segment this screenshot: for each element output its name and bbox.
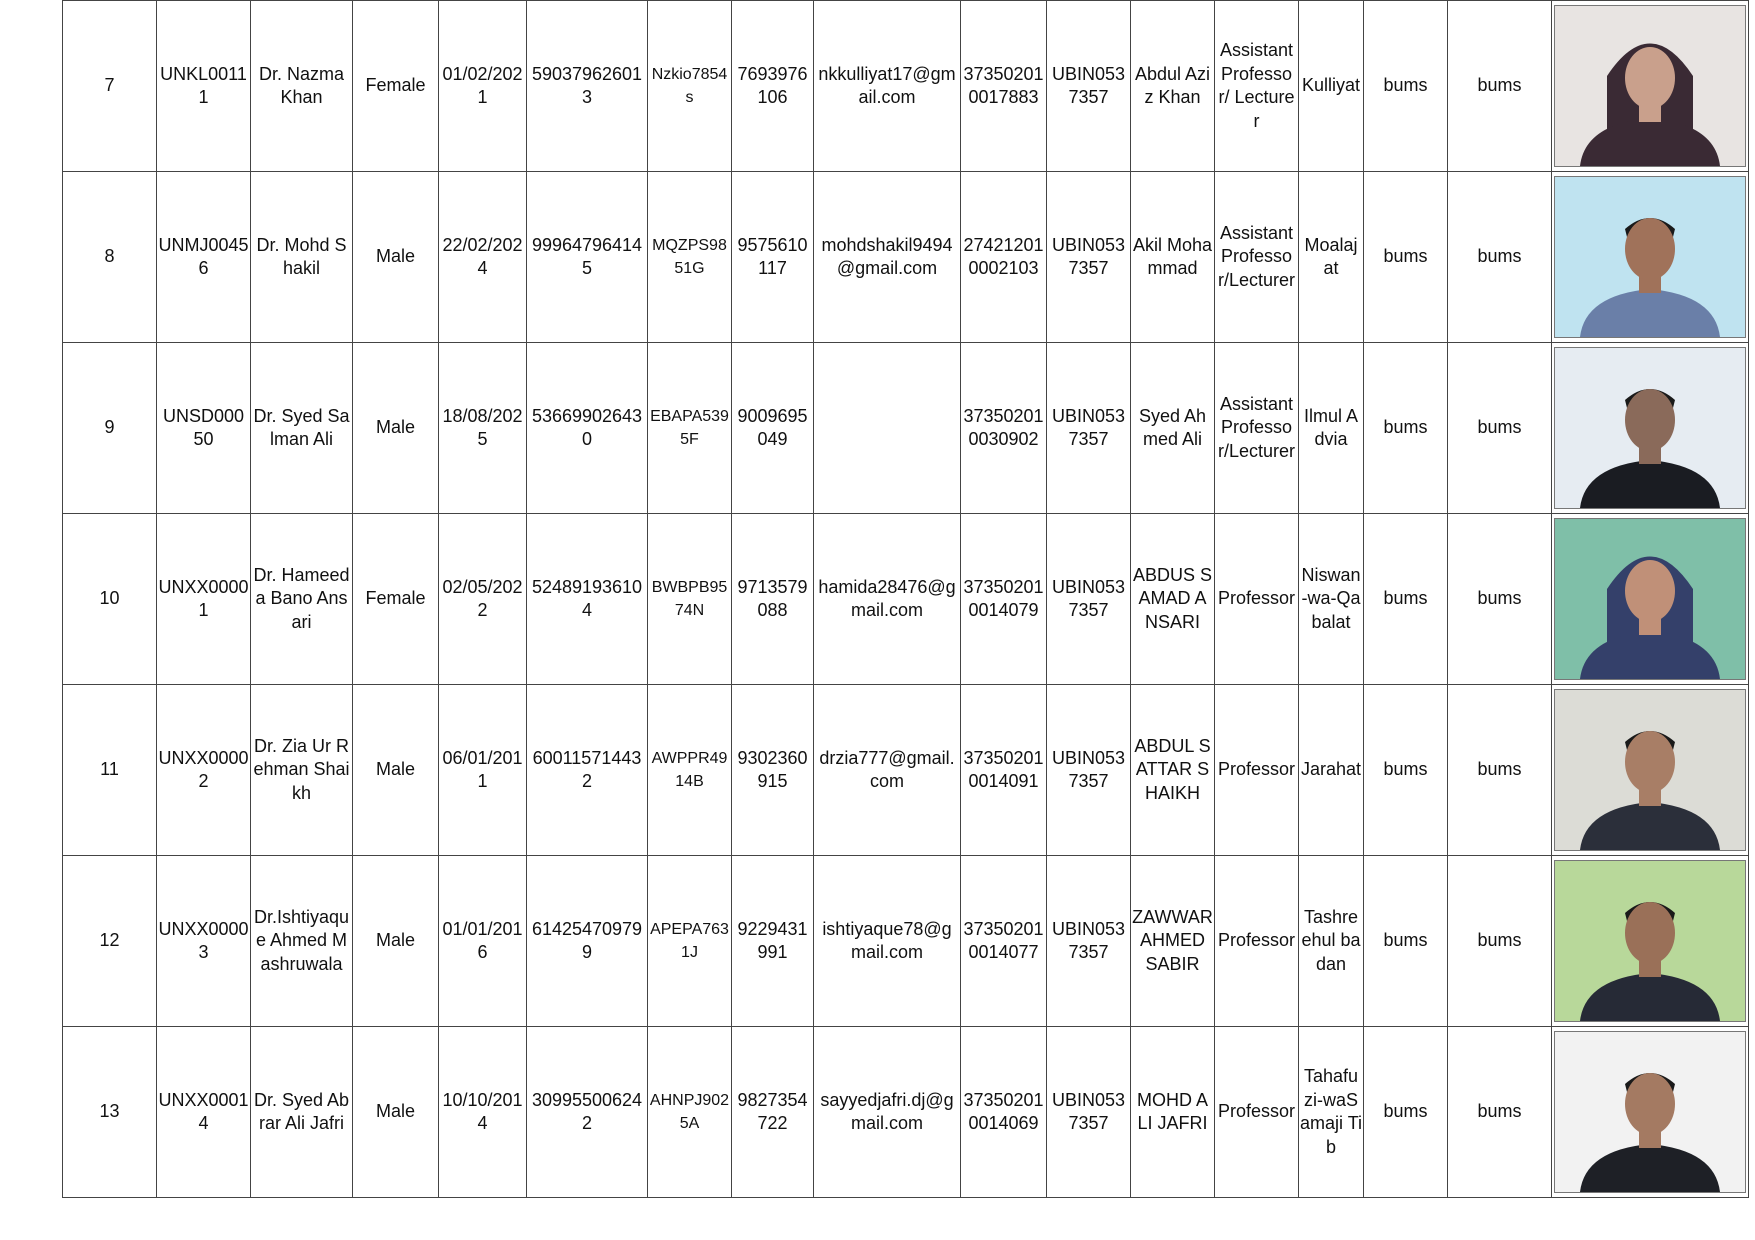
course-cell [1364, 172, 1448, 343]
mobile-number-text: 9302360915 [737, 747, 808, 791]
ifsc-code-text: UBIN0537357 [1051, 1089, 1126, 1133]
photo-cell [1552, 856, 1749, 1027]
course-text: bums [1383, 417, 1428, 438]
mobile-number-text: 9229431991 [737, 918, 808, 962]
joining-date-cell [439, 514, 527, 685]
person-silhouette-icon [1555, 1032, 1745, 1192]
pan-number-cell [648, 856, 732, 1027]
course-text-2: bums [1477, 246, 1522, 267]
course-text-2: bums [1477, 417, 1522, 438]
pan-number-cell [648, 1027, 732, 1198]
table-row [63, 172, 1749, 343]
mobile-number-cell [732, 1, 814, 172]
joining-date-text: 18/08/2025 [442, 405, 523, 449]
father-name-text: Akil Mohammad [1132, 234, 1213, 278]
aadhaar-number-text: 999647964145 [531, 234, 643, 278]
serial-number-text: 10 [99, 588, 120, 609]
father-name-cell [1131, 343, 1215, 514]
department-cell [1299, 856, 1364, 1027]
employee-id-text: UNXX00002 [158, 747, 249, 791]
department-text: Ilmul Advia [1303, 405, 1359, 449]
name-cell [251, 1, 353, 172]
aadhaar-number-cell [527, 1027, 648, 1198]
joining-date-cell [439, 685, 527, 856]
pan-number-text: APEPA7631J [650, 920, 729, 961]
pan-number-cell [648, 685, 732, 856]
account-number-text: 373502010014077 [963, 918, 1044, 962]
aadhaar-number-text: 524891936104 [531, 576, 643, 620]
email-cell [814, 856, 961, 1027]
employee-id-cell [157, 1, 251, 172]
employee-id-text: UNKL00111 [160, 63, 247, 107]
department-text: Tahafuzi-waSamaji Tib [1300, 1066, 1363, 1157]
ifsc-code-cell [1047, 1027, 1131, 1198]
designation-cell [1215, 856, 1299, 1027]
gender-cell [353, 343, 439, 514]
mobile-number-text: 9713579088 [737, 576, 808, 620]
pan-number-text: AHNPJ9025A [649, 1091, 730, 1132]
table-row [63, 514, 1749, 685]
joining-date-text: 02/05/2022 [442, 576, 523, 620]
name-text: Dr. Zia Ur Rehman Shaikh [253, 735, 350, 803]
ifsc-code-text: UBIN0537357 [1051, 747, 1126, 791]
photo-cell [1552, 514, 1749, 685]
father-name-text: ABDUL SATTAR SHAIKH [1134, 735, 1211, 803]
account-number-cell [961, 514, 1047, 685]
designation-cell [1215, 1, 1299, 172]
course-text: bums [1383, 588, 1428, 609]
email-cell [814, 343, 961, 514]
portrait-photo [1554, 176, 1746, 338]
name-text: Dr. Syed Abrar Ali Jafri [253, 1089, 350, 1133]
designation-cell [1215, 343, 1299, 514]
table-row [63, 1, 1749, 172]
ifsc-code-cell [1047, 343, 1131, 514]
aadhaar-number-text: 600115714432 [532, 747, 642, 791]
portrait-photo [1554, 5, 1746, 167]
department-cell [1299, 172, 1364, 343]
gender-text: Male [375, 246, 415, 267]
department-cell [1299, 1, 1364, 172]
employee-id-text: UNSD00050 [162, 405, 245, 449]
designation-text: Professor [1217, 1101, 1296, 1122]
employee-id-text: UNXX00001 [158, 576, 249, 620]
course-cell-2 [1448, 1027, 1552, 1198]
designation-cell [1215, 685, 1299, 856]
gender-text: Male [375, 1101, 415, 1122]
person-silhouette-icon [1555, 348, 1745, 508]
portrait-photo [1554, 1031, 1746, 1193]
course-cell-2 [1448, 1, 1552, 172]
joining-date-cell [439, 1027, 527, 1198]
father-name-cell [1131, 172, 1215, 343]
name-text: Dr. Mohd Shakil [256, 234, 347, 278]
father-name-text: Syed Ahmed Ali [1138, 405, 1207, 449]
gender-cell [353, 1, 439, 172]
name-cell [251, 856, 353, 1027]
table-row [63, 343, 1749, 514]
serial-number-cell [63, 172, 157, 343]
course-cell-2 [1448, 685, 1552, 856]
father-name-cell [1131, 1027, 1215, 1198]
joining-date-text: 10/10/2014 [442, 1089, 523, 1133]
name-cell [251, 514, 353, 685]
course-text-2: bums [1477, 1101, 1522, 1122]
account-number-text: 373502010014069 [963, 1089, 1044, 1133]
joining-date-cell [439, 856, 527, 1027]
mobile-number-cell [732, 514, 814, 685]
serial-number-text: 7 [104, 75, 115, 96]
joining-date-cell [439, 1, 527, 172]
department-cell [1299, 514, 1364, 685]
person-silhouette-icon [1555, 177, 1745, 337]
account-number-text: 373502010014091 [963, 747, 1044, 791]
email-cell [814, 514, 961, 685]
course-text-2: bums [1477, 930, 1522, 951]
portrait-photo [1554, 518, 1746, 680]
gender-text: Female [365, 75, 426, 96]
father-name-text: ABDUS SAMAD ANSARI [1132, 564, 1213, 632]
joining-date-text: 06/01/2011 [442, 747, 523, 791]
account-number-text: 373502010014079 [963, 576, 1044, 620]
mobile-number-cell [732, 856, 814, 1027]
table-row [63, 1027, 1749, 1198]
department-text: Tashreehul badan [1301, 906, 1361, 974]
photo-cell [1552, 343, 1749, 514]
employee-id-text: UNXX00003 [158, 918, 249, 962]
name-text: Dr.Ishtiyaque Ahmed Mashruwala [253, 906, 350, 974]
course-text-2: bums [1477, 75, 1522, 96]
father-name-text: Abdul Aziz Khan [1134, 63, 1211, 107]
serial-number-cell [63, 343, 157, 514]
account-number-text: 274212010002103 [963, 234, 1044, 278]
name-cell [251, 343, 353, 514]
serial-number-text: 9 [104, 417, 115, 438]
department-text: Moalajat [1304, 234, 1358, 278]
name-cell [251, 685, 353, 856]
aadhaar-number-text: 309955006242 [531, 1089, 643, 1133]
ifsc-code-cell [1047, 172, 1131, 343]
course-cell-2 [1448, 856, 1552, 1027]
pan-number-cell [648, 343, 732, 514]
serial-number-cell [63, 1027, 157, 1198]
pan-number-cell [648, 172, 732, 343]
mobile-number-text: 7693976106 [737, 63, 808, 107]
designation-cell [1215, 1027, 1299, 1198]
name-text: Dr. Syed Salman Ali [253, 405, 350, 449]
designation-text: Professor [1217, 930, 1296, 951]
photo-cell [1552, 1027, 1749, 1198]
email-text: nkkulliyat17@gmail.com [818, 63, 956, 107]
name-text: Dr. Hameeda Bano Ansari [253, 564, 350, 632]
ifsc-code-text: UBIN0537357 [1051, 405, 1126, 449]
serial-number-text: 13 [99, 1101, 120, 1122]
pan-number-text: EBAPA5395F [650, 407, 729, 448]
account-number-cell [961, 856, 1047, 1027]
photo-cell [1552, 685, 1749, 856]
father-name-cell [1131, 514, 1215, 685]
staff-table [62, 0, 1749, 1198]
gender-cell [353, 1027, 439, 1198]
employee-id-cell [157, 685, 251, 856]
department-text: Jarahat [1300, 759, 1362, 780]
person-silhouette-icon [1555, 690, 1745, 850]
designation-cell [1215, 514, 1299, 685]
course-text: bums [1383, 75, 1428, 96]
course-cell [1364, 343, 1448, 514]
serial-number-text: 8 [104, 246, 115, 267]
table-body [63, 1, 1749, 1198]
ifsc-code-text: UBIN0537357 [1051, 918, 1126, 962]
person-silhouette-icon [1555, 861, 1745, 1021]
account-number-cell [961, 685, 1047, 856]
employee-id-cell [157, 172, 251, 343]
person-silhouette-icon [1555, 519, 1745, 679]
aadhaar-number-cell [527, 685, 648, 856]
course-cell [1364, 1, 1448, 172]
serial-number-cell [63, 685, 157, 856]
portrait-photo [1554, 860, 1746, 1022]
department-cell [1299, 685, 1364, 856]
course-text: bums [1383, 1101, 1428, 1122]
department-cell [1299, 343, 1364, 514]
ifsc-code-text: UBIN0537357 [1051, 234, 1126, 278]
designation-text: Professor [1217, 588, 1296, 609]
father-name-cell [1131, 1, 1215, 172]
account-number-cell [961, 1, 1047, 172]
joining-date-text: 01/02/2021 [442, 63, 523, 107]
pan-number-text: MQZPS9851G [652, 236, 727, 277]
gender-cell [353, 856, 439, 1027]
course-text-2: bums [1477, 588, 1522, 609]
account-number-text: 373502010017883 [963, 63, 1044, 107]
course-cell [1364, 856, 1448, 1027]
person-silhouette-icon [1555, 6, 1745, 166]
designation-text: Assistant Professor/ Lecturer [1218, 40, 1295, 131]
employee-id-cell [157, 343, 251, 514]
joining-date-cell [439, 343, 527, 514]
course-cell [1364, 1027, 1448, 1198]
course-cell [1364, 514, 1448, 685]
designation-text: Assistant Professor/Lecturer [1217, 393, 1296, 461]
photo-cell [1552, 1, 1749, 172]
joining-date-cell [439, 172, 527, 343]
gender-text: Male [375, 417, 415, 438]
employee-id-text: UNMJ00456 [158, 234, 249, 278]
ifsc-code-text: UBIN0537357 [1051, 63, 1126, 107]
father-name-text: ZAWWAR AHMED SABIR [1132, 906, 1213, 974]
course-cell-2 [1448, 172, 1552, 343]
course-text: bums [1383, 246, 1428, 267]
employee-id-cell [157, 514, 251, 685]
gender-cell [353, 685, 439, 856]
gender-text: Male [375, 930, 415, 951]
course-cell-2 [1448, 343, 1552, 514]
serial-number-text: 11 [100, 759, 119, 780]
course-text-2: bums [1477, 759, 1522, 780]
account-number-cell [961, 1027, 1047, 1198]
account-number-cell [961, 343, 1047, 514]
account-number-text: 373502010030902 [963, 405, 1044, 449]
email-text: sayyedjafri.dj@gmail.com [820, 1089, 954, 1133]
aadhaar-number-text: 536699026430 [531, 405, 643, 449]
mobile-number-cell [732, 343, 814, 514]
department-text: Niswan-wa-Qabalat [1301, 564, 1361, 632]
employee-id-text: UNXX00014 [158, 1089, 249, 1133]
email-text: ishtiyaque78@gmail.com [822, 918, 952, 962]
mobile-number-cell [732, 172, 814, 343]
course-cell [1364, 685, 1448, 856]
account-number-cell [961, 172, 1047, 343]
ifsc-code-cell [1047, 685, 1131, 856]
ifsc-code-cell [1047, 514, 1131, 685]
ifsc-code-cell [1047, 1, 1131, 172]
employee-id-cell [157, 856, 251, 1027]
email-text: drzia777@gmail.com [819, 747, 955, 791]
aadhaar-number-cell [527, 172, 648, 343]
designation-cell [1215, 172, 1299, 343]
serial-number-cell [63, 514, 157, 685]
aadhaar-number-cell [527, 856, 648, 1027]
serial-number-cell [63, 856, 157, 1027]
aadhaar-number-cell [527, 514, 648, 685]
email-cell [814, 1027, 961, 1198]
serial-number-text: 12 [99, 930, 120, 951]
pan-number-text: AWPPR4914B [651, 749, 728, 790]
name-text: Dr. Nazma Khan [258, 63, 345, 107]
mobile-number-cell [732, 1027, 814, 1198]
serial-number-cell [63, 1, 157, 172]
father-name-text: MOHD ALI JAFRI [1136, 1089, 1208, 1133]
portrait-photo [1554, 347, 1746, 509]
mobile-number-text: 9575610117 [737, 234, 808, 278]
employee-id-cell [157, 1027, 251, 1198]
father-name-cell [1131, 856, 1215, 1027]
pan-number-cell [648, 1, 732, 172]
name-cell [251, 172, 353, 343]
aadhaar-number-text: 590379626013 [531, 63, 643, 107]
aadhaar-number-cell [527, 1, 648, 172]
gender-cell [353, 172, 439, 343]
email-cell [814, 172, 961, 343]
email-text: hamida28476@gmail.com [818, 576, 956, 620]
mobile-number-text: 9827354722 [737, 1089, 808, 1133]
course-text: bums [1383, 930, 1428, 951]
pan-number-cell [648, 514, 732, 685]
department-text: Kulliyat [1301, 75, 1361, 96]
aadhaar-number-text: 614254709799 [531, 918, 643, 962]
father-name-cell [1131, 685, 1215, 856]
aadhaar-number-cell [527, 343, 648, 514]
email-text: mohdshakil9494@gmail.com [821, 234, 953, 278]
ifsc-code-text: UBIN0537357 [1051, 576, 1126, 620]
joining-date-text: 22/02/2024 [442, 234, 523, 278]
department-cell [1299, 1027, 1364, 1198]
mobile-number-text: 9009695049 [737, 405, 808, 449]
gender-text: Male [375, 759, 415, 780]
gender-cell [353, 514, 439, 685]
name-cell [251, 1027, 353, 1198]
table-row [63, 856, 1749, 1027]
course-cell-2 [1448, 514, 1552, 685]
designation-text: Assistant Professor/Lecturer [1217, 222, 1296, 290]
mobile-number-cell [732, 685, 814, 856]
table-row [63, 685, 1749, 856]
course-text: bums [1383, 759, 1428, 780]
portrait-photo [1554, 689, 1746, 851]
joining-date-text: 01/01/2016 [442, 918, 523, 962]
gender-text: Female [365, 588, 426, 609]
photo-cell [1552, 172, 1749, 343]
email-cell [814, 685, 961, 856]
email-cell [814, 1, 961, 172]
ifsc-code-cell [1047, 856, 1131, 1027]
designation-text: Professor [1217, 759, 1296, 780]
pan-number-text: Nzkio7854s [651, 65, 728, 106]
pan-number-text: BWBPB9574N [651, 578, 728, 619]
